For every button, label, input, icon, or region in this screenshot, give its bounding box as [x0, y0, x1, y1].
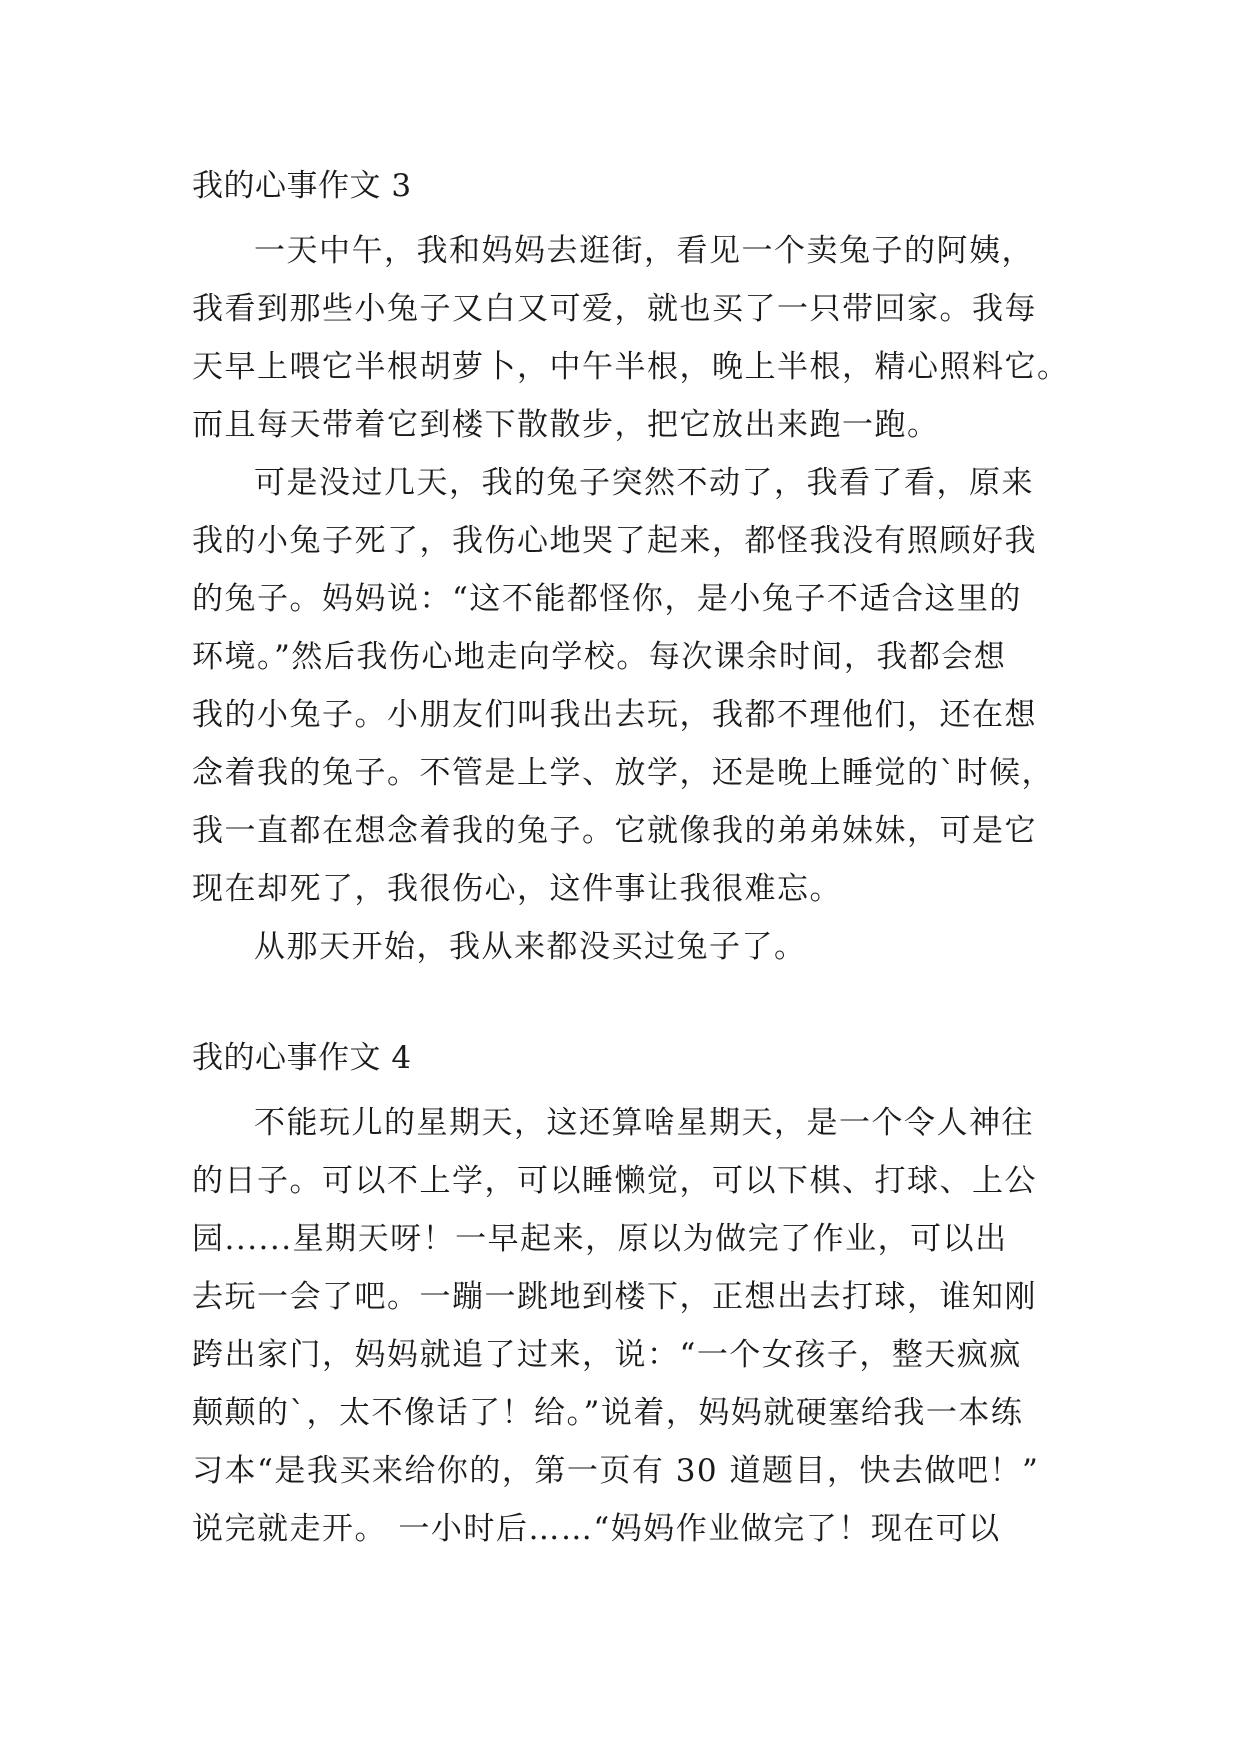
essay-3-line-11: 我一直都在想念着我的兔子。它就像我的弟弟妹妹，可是它: [192, 813, 1037, 849]
essay-4-line-4: 去玩一会了吧。一蹦一跳地到楼下，正想出去打球，谁知刚: [192, 1279, 1037, 1315]
essay-3-line-13: 从那天开始，我从来都没买过兔子了。: [254, 929, 807, 965]
essay-4-line-5: 跨出家门，妈妈就追了过来，说：“一个女孩子，整天疯疯: [192, 1337, 1022, 1373]
essay-4-line-7: 习本“是我买来给你的，第一页有 30 道题目，快去做吧！”: [192, 1453, 1040, 1489]
essay-3-line-2: 我看到那些小兔子又白又可爱，就也买了一只带回家。我每: [192, 291, 1037, 327]
essay-3-line-6: 我的小兔子死了，我伤心地哭了起来，都怪我没有照顾好我: [192, 523, 1037, 559]
essay-4-line-6: 颠颠的`，太不像话了！给。”说着，妈妈就硬塞给我一本练: [192, 1395, 1024, 1431]
essay-3-line-12: 现在却死了，我很伤心，这件事让我很难忘。: [192, 871, 842, 907]
essay-3-line-9: 我的小兔子。小朋友们叫我出去玩，我都不理他们，还在想: [192, 697, 1037, 733]
essay-4-line-3: 园......星期天呀！一早起来，原以为做完了作业，可以出: [192, 1221, 1008, 1257]
essay-3-line-7: 的兔子。妈妈说：“这不能都怪你，是小兔子不适合这里的: [192, 581, 1022, 617]
essay-4-title: 我的心事作文 4: [192, 1040, 412, 1076]
essay-3-line-5: 可是没过几天，我的兔子突然不动了，我看了看，原来: [254, 465, 1034, 501]
essay-4-line-2: 的日子。可以不上学，可以睡懒觉，可以下棋、打球、上公: [192, 1163, 1037, 1199]
essay-3-line-3: 天早上喂它半根胡萝卜，中午半根，晚上半根，精心照料它。: [192, 349, 1070, 385]
essay-3-title: 我的心事作文 3: [192, 168, 412, 204]
essay-3-line-10: 念着我的兔子。不管是上学、放学，还是晚上睡觉的`时候，: [192, 755, 1054, 791]
essay-3-line-4: 而且每天带着它到楼下散散步，把它放出来跑一跑。: [192, 407, 940, 443]
essay-3-line-8: 环境。”然后我伤心地走向学校。每次课余时间，我都会想: [192, 639, 1007, 675]
essay-4-line-1: 不能玩儿的星期天，这还算啥星期天，是一个令人神往: [254, 1105, 1034, 1141]
essay-4-line-8: 说完就走开。 一小时后……“妈妈作业做完了！现在可以: [192, 1511, 1001, 1547]
essay-3-line-1: 一天中午，我和妈妈去逛街，看见一个卖兔子的阿姨，: [254, 233, 1034, 269]
